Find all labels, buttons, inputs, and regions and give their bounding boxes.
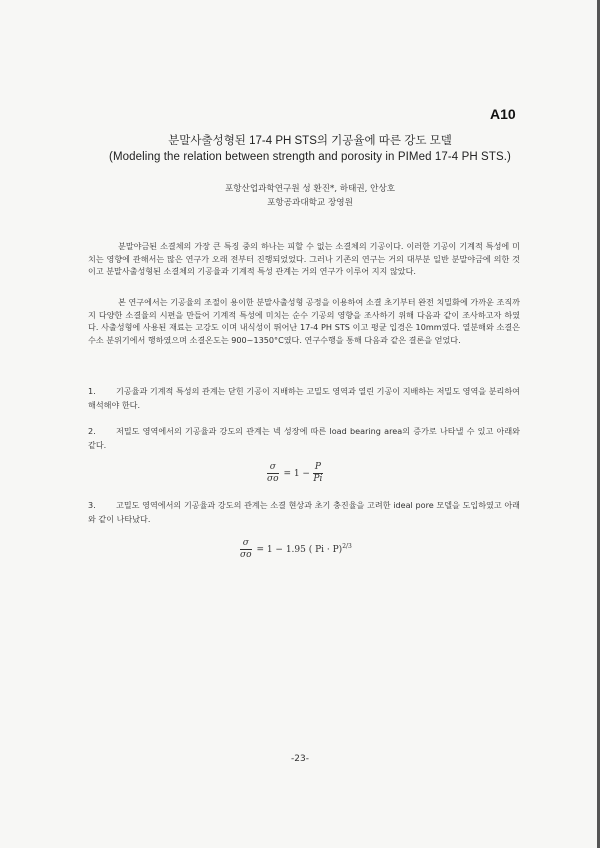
formula-low-density [267, 462, 323, 485]
title-english: (Modeling the relation between strength and porosity in PIMed 17-4 PH STS.) [109, 151, 511, 163]
author-line-1: 포항산업과학연구원 성 환진*, 하태권, 안상호 [224, 184, 396, 194]
formula-rhs: = 1 − 1.95 ( Pi · P) [256, 544, 343, 555]
fraction-numerator: P [314, 462, 321, 472]
formula-high-density [240, 538, 352, 561]
fraction-sigma [240, 538, 252, 561]
body-paragraph-2: 본 연구에서는 기공율의 조절이 용이한 분말사출성형 공정을 이용하여 소결 초기부터 완전 치밀화에 가까운 조직까지 다양한 소결율의 시편을 만들어 기계적 특성에 미치는 순수 기공의 영향을 조사하기 위해 다음과 같이 조사하고자 하였다. 사출성형에 사용된 재료는 고강도 이며 내식성이 뛰어난 17-4 PH STS 이고 평균 입경은 10mm였다. 열분해와 소결은 수소 분위기에서 행하였으며 소결온도는 900~1350°C였다. 연구수행을 통해 다음과 같은 결론을 얻었다. [88, 297, 520, 345]
conclusion-number: 3. [88, 500, 96, 510]
formula-exponent: 2/3 [342, 543, 352, 550]
conclusion-number: 2. [88, 426, 96, 436]
fraction-denominator: σo [240, 550, 252, 560]
fraction-sigma [267, 462, 279, 485]
page-number: -23- [291, 754, 309, 764]
conclusion-text: 기공율과 기계적 특성의 관계는 닫힌 기공이 지배하는 고밀도 영역과 열린 기공이 지배하는 저밀도 영역을 분리하여 해석해야 한다. [88, 386, 520, 410]
conclusion-item-3 [88, 498, 520, 526]
fraction-numerator: σ [240, 538, 252, 550]
conclusion-item-2 [88, 424, 520, 452]
formula-rhs: = 1 − [283, 468, 310, 479]
fraction-numerator: σ [267, 462, 279, 474]
conclusion-number: 1. [88, 386, 96, 396]
conclusion-text: 저밀도 영역에서의 기공율과 강도의 관계는 넥 성장에 따른 load bearing area의 증가로 나타낼 수 있고 아래와 같다. [88, 426, 520, 450]
body-paragraph-1: 분말야금된 소결체의 가장 큰 특징 중의 하나는 피할 수 없는 소결체의 기공이다. 이러한 기공이 기계적 특성에 미치는 영향에 관해서는 많은 연구가 오래 전부터 진행되었었다. 그러나 기존의 연구는 거의 대부분 일반 분말야금에 의한 것이고 분말사출성형된 소결체의 기공율과 기계적 특성 관계는 거의 연구가 이루어 지지 않았다. [88, 241, 520, 277]
author-line-2: 포항공과대학교 장영원 [267, 198, 353, 208]
fraction-denominator: Pi [313, 474, 323, 484]
conclusion-text: 고밀도 영역에서의 기공율과 강도의 관계는 소결 현상과 초기 충진율을 고려한 ideal pore 모델을 도입하였고 아래와 같이 나타났다. [88, 500, 520, 524]
abstract-code: A10 [490, 106, 516, 122]
conclusion-item-1 [88, 384, 520, 412]
fraction-porosity [313, 462, 323, 485]
title-korean: 분말사출성형된 17-4 PH STS의 기공율에 따른 강도 모델 [168, 135, 452, 147]
fraction-denominator: σo [267, 474, 279, 484]
